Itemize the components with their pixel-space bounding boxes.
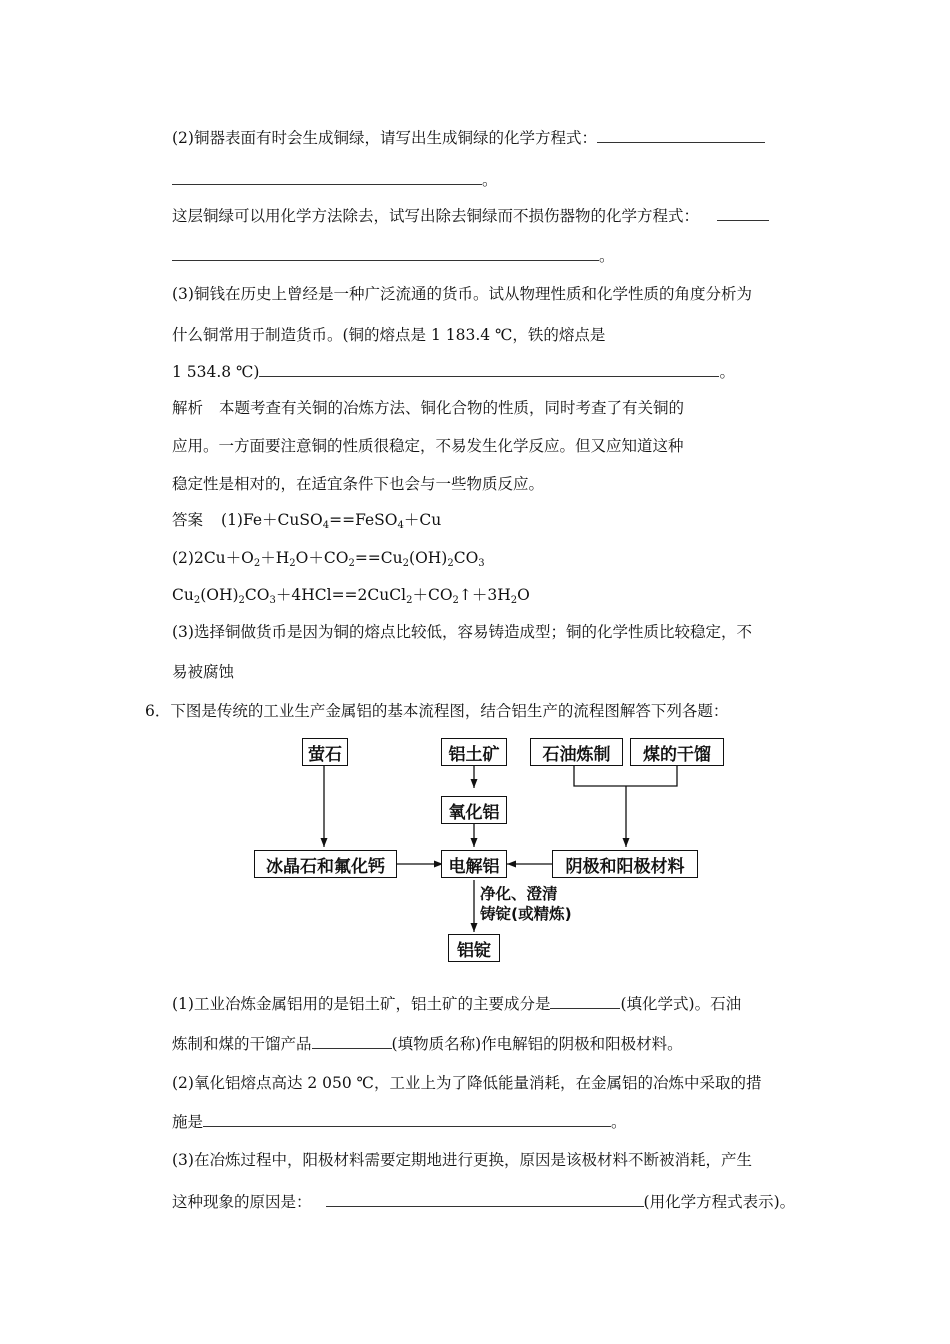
answer-line4: (3)选择铜做货币是因为铜的熔点比较低，容易铸造成型；铜的化学性质比较稳定，不 (172, 623, 752, 641)
answer-blank[interactable] (312, 1034, 392, 1049)
box-electrode-materials: 阴极和阳极材料 (552, 850, 698, 878)
q6-part3-text-a: 这种现象的原因是： (172, 1193, 312, 1211)
box-coal-distillation: 煤的干馏 (630, 738, 724, 766)
q5-part2-text-2: 这层铜绿可以用化学方法除去，试写出除去铜绿而不损伤器物的化学方程式： (172, 207, 700, 225)
analysis-line3: 稳定性是相对的，在适宜条件下也会与一些物质反应。 (172, 475, 545, 493)
q6-part1-text-c: 炼制和煤的干馏产品 (172, 1035, 312, 1053)
analysis-line2: 应用。一方面要注意铜的性质很稳定，不易发生化学反应。但又应知道这种 (172, 437, 684, 455)
box-cryolite-calcium-fluoride: 冰晶石和氟化钙 (254, 850, 397, 878)
box-petroleum-refining: 石油炼制 (530, 738, 623, 766)
analysis-label: 解析 (172, 399, 204, 417)
analysis-text-1: 本题考查有关铜的冶炼方法、铜化合物的性质，同时考查了有关铜的 (219, 399, 685, 417)
q6-part1-text-a: (1)工业冶炼金属铝用的是铝土矿，铝土矿的主要成分是 (172, 995, 551, 1013)
q6-part1-line2 (172, 1034, 683, 1054)
box-alumina: 氧化铝 (441, 796, 507, 824)
equation-3: $Cu_2(OH)_2CO_3+4HCl==2CuCl_2+CO_2↑+3H_2O$ (172, 586, 530, 606)
q6-part1-line1 (172, 994, 741, 1014)
connector-petroleum-coal (574, 766, 677, 786)
box-electrolytic-aluminum: 电解铝 (441, 850, 507, 878)
answer-line5: 易被腐蚀 (172, 663, 235, 681)
q5-part3-text-3: 1 534.8 ℃) (172, 363, 260, 381)
equation-2: $(2)2Cu+O_2+H_2O+CO_2==Cu_2(OH)_2CO_3$ (172, 549, 485, 569)
answer-blank[interactable] (326, 1192, 644, 1207)
q5-part2-text: (2)铜器表面有时会生成铜绿，请写出生成铜绿的化学方程式： (172, 129, 597, 147)
label-purify: 净化、澄清 (480, 885, 558, 903)
answer-blank[interactable] (203, 1112, 611, 1127)
period: 。 (482, 171, 498, 189)
q6-part3-line1: (3)在冶炼过程中，阳极材料需要定期地进行更换，原因是该极材料不断被消耗，产生 (172, 1151, 752, 1169)
q6-part1-text-b: (填化学式)。石油 (620, 995, 742, 1013)
answer-blank[interactable] (550, 994, 620, 1009)
box-fluorite: 萤石 (302, 738, 348, 766)
q6-part2-line2 (172, 1112, 627, 1132)
period: 。 (719, 363, 735, 381)
q6-part3-line2 (172, 1192, 795, 1212)
q6-part2-text-2: 施是 (172, 1113, 204, 1131)
q5-part3-line2: 什么铜常用于制造货币。(铜的熔点是 1 183.4 ℃，铁的熔点是 (172, 326, 606, 344)
period: 。 (611, 1113, 627, 1131)
box-aluminum-ingot: 铝锭 (448, 934, 500, 962)
q6-part1-text-d: (填物质名称)作电解铝的阴极和阳极材料。 (391, 1035, 683, 1053)
equation-1: (1)Fe＋CuSO$_4$==FeSO$_4$＋Cu (221, 511, 442, 531)
q5-part3-line1: (3)铜钱在历史上曾经是一种广泛流通的货币。试从物理性质和化学性质的角度分析为 (172, 285, 752, 303)
q6-intro: 6．下图是传统的工业生产金属铝的基本流程图，结合铝生产的流程图解答下列各题： (145, 702, 729, 720)
box-bauxite: 铝土矿 (441, 738, 507, 766)
q6-part3-text-b: (用化学方程式表示)。 (643, 1193, 796, 1211)
label-casting: 铸锭(或精炼) (480, 905, 572, 923)
period: 。 (599, 247, 615, 265)
q6-part2-line1: (2)氧化铝熔点高达 2 050 ℃，工业上为了降低能量消耗，在金属铝的冶炼中采取的措 (172, 1074, 762, 1092)
answer-label: 答案 (172, 511, 204, 529)
